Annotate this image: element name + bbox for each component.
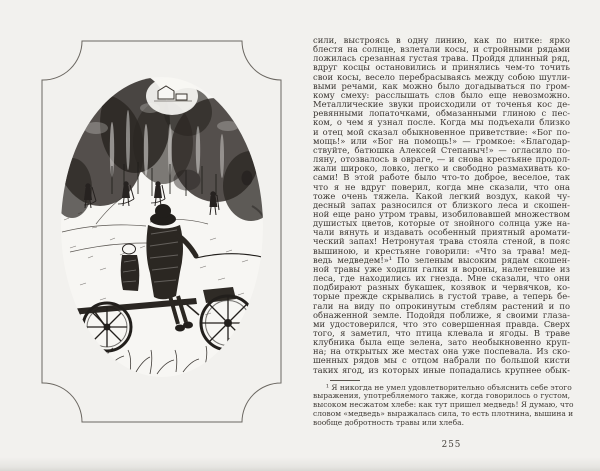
text-line: Металлические звуки происходили от точенья кос де-	[313, 99, 570, 110]
text-line: обнаженной земле. Подойдя поближе, я своими глаза-	[313, 309, 570, 320]
text-line: душистых цветов, которые от знойного солнца уже на-	[313, 218, 570, 229]
footnote-line: словом «медведь» выражалась сила, то есть плотнина, вышина и	[313, 408, 574, 418]
text-line: того, я заметил, что птица клевала и ягоды. В траве	[313, 328, 570, 338]
text-line: ведь медведем!»¹ По зеленым высоким рядам скошен-	[313, 254, 570, 265]
text-line: подбирают разных букашек, козявок и червячков, ко-	[313, 282, 570, 293]
text-line: тоже очень тяжела. Какой легкий воздух, какой чу-	[313, 190, 570, 201]
text-line: сили, выстроясь в одну линию, как по нитке: ярко	[313, 35, 570, 45]
cart-wheel-right	[201, 296, 255, 350]
footnote-line: вообще добротность травы или хлеба.	[313, 417, 464, 427]
cart-wheel-left	[83, 303, 131, 351]
text-line: ревянными лопаточками, обмазанными глиною с пес-	[313, 108, 570, 119]
text-line: на; на открытых же местах она уже поспевала. Из ско-	[313, 346, 570, 357]
text-line: таких ягод, из которых иные попадались крупнее обык-	[313, 364, 570, 375]
text-line: жали широко, ловко, легко и свободно размахивать ко-	[313, 163, 570, 174]
footnote-rule	[330, 380, 360, 381]
footnote	[313, 382, 574, 428]
text-line: десный запах разносился от близкого леса и скошен-	[313, 199, 570, 210]
text-line: свои косы, весело перебрасываясь между собою шутли-	[313, 71, 570, 82]
text-line: шенных рядов мы с отцом набрали по большой кисти	[313, 355, 570, 366]
text-line: вышиною, и крестьяне говорили: «Что за трава! мед-	[313, 245, 570, 256]
text-line: ляну, отозвалось в овраге, — и снова крестьяне продол-	[313, 154, 570, 165]
text-line: чали вянуть и издавать особенный приятный аромати-	[313, 227, 570, 238]
page-number: 255	[441, 440, 462, 451]
text-line: ми удостоверился, что это совершенная правда. Сверх	[313, 318, 570, 329]
text-line: гали на виду по опрокинутым стеблям растений и по	[313, 300, 570, 311]
text-line: ком, о чем я узнал после. Когда мы подъехали близко	[313, 117, 570, 128]
text-line: и отец мой сказал обыкновенное приветствие: «Бог по-	[313, 126, 570, 137]
footnote-line: высоком несжатом хлебе: как тут пришел медведь! Я думаю, что	[313, 400, 574, 410]
text-page	[313, 35, 574, 451]
footnote-line: выражения, употребляемого также, когда говорилось о густом,	[313, 391, 570, 401]
text-line: леса, где находились их гнезда. Мне сказали, что они	[313, 273, 570, 284]
text-line: сами! В этой работе было что-то доброе, веселое, так	[313, 172, 570, 183]
text-line: торые прежде скрывались в густой траве, а теперь бе-	[313, 291, 570, 302]
footnote-line: ¹ Я никогда не умел удовлетворительно объяснить себе этого	[326, 382, 572, 392]
text-line: что я не вдруг поверил, когда мне сказали, что она	[313, 181, 570, 192]
text-line: клубника была еще зелена, зато необыкновенно круп-	[313, 337, 570, 348]
text-line: ложилась срезанная густая трава. Пройдя длинный ряд,	[313, 53, 570, 64]
text-line: ческий запах! Нетронутая трава стояла стеной, в пояс	[313, 236, 570, 247]
text-line: ной травы уже ходили галки и вороны, налетевшие из	[313, 263, 570, 274]
text-line: ной еще рано утром травы, изобиловавшей множеством	[313, 208, 570, 219]
text-line: мощь!» или «Бог на помощь!» — громкое: «Благодар-	[313, 135, 570, 146]
text-line: выми речами, как можно было догадываться по гром-	[313, 80, 570, 91]
text-line: блестя на солнце, взлетали косы, и стройными рядами	[313, 44, 570, 55]
vignette-oval	[52, 73, 279, 377]
text-line: ствуйте, батюшка Алексей Степаныч!» — огласило по-	[313, 144, 570, 155]
body-text	[313, 36, 570, 375]
text-line: вдруг косцы остановились и принялись чем-то точить	[313, 62, 570, 73]
text-line: кому смеху: расслышать слов было еще невозможно.	[313, 89, 570, 100]
